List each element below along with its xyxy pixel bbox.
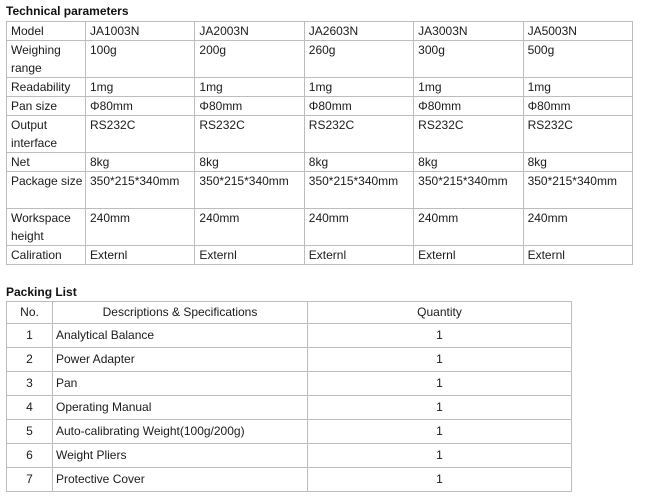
header-no: No.	[7, 302, 53, 324]
tech-row	[7, 22, 633, 41]
packing-no: 1	[7, 324, 53, 348]
packing-quantity: 1	[308, 468, 572, 492]
tech-cell: RS232C	[304, 116, 413, 153]
tech-cell: RS232C	[195, 116, 304, 153]
tech-cell: Externl	[86, 246, 195, 265]
packing-no: 3	[7, 372, 53, 396]
tech-cell: 350*215*340mm	[414, 172, 523, 209]
packing-description: Weight Pliers	[53, 444, 308, 468]
tech-row-label: Caliration	[7, 246, 86, 265]
tech-row	[7, 153, 633, 172]
packing-list-title: Packing List	[6, 285, 77, 299]
tech-cell: 350*215*340mm	[304, 172, 413, 209]
packing-description: Protective Cover	[53, 468, 308, 492]
packing-description: Pan	[53, 372, 308, 396]
tech-cell: 8kg	[304, 153, 413, 172]
packing-row	[7, 468, 572, 492]
tech-cell: 8kg	[86, 153, 195, 172]
tech-cell: 1mg	[523, 78, 632, 97]
packing-row	[7, 372, 572, 396]
tech-cell: 8kg	[523, 153, 632, 172]
tech-cell: Externl	[414, 246, 523, 265]
packing-row	[7, 420, 572, 444]
tech-cell: 8kg	[195, 153, 304, 172]
tech-row	[7, 41, 633, 78]
tech-cell: 1mg	[86, 78, 195, 97]
tech-cell: RS232C	[523, 116, 632, 153]
packing-quantity: 1	[308, 444, 572, 468]
tech-cell: 240mm	[523, 209, 632, 246]
tech-cell: 350*215*340mm	[523, 172, 632, 209]
tech-row	[7, 78, 633, 97]
packing-quantity: 1	[308, 372, 572, 396]
tech-row	[7, 209, 633, 246]
tech-cell: JA5003N	[523, 22, 632, 41]
tech-row-label: Pan size	[7, 97, 86, 116]
tech-cell: Externl	[195, 246, 304, 265]
tech-cell: 1mg	[414, 78, 523, 97]
tech-row	[7, 172, 633, 209]
tech-cell: 350*215*340mm	[195, 172, 304, 209]
packing-quantity: 1	[308, 396, 572, 420]
tech-row	[7, 97, 633, 116]
packing-list-header-row	[7, 302, 572, 324]
technical-parameters-title: Technical parameters	[6, 4, 129, 18]
tech-cell: JA2603N	[304, 22, 413, 41]
tech-row-label: Readability	[7, 78, 86, 97]
tech-row-label: Net	[7, 153, 86, 172]
header-description: Descriptions & Specifications	[53, 302, 308, 324]
packing-quantity: 1	[308, 420, 572, 444]
tech-cell: 500g	[523, 41, 632, 78]
tech-cell: JA3003N	[414, 22, 523, 41]
packing-row	[7, 396, 572, 420]
tech-cell: Φ80mm	[195, 97, 304, 116]
tech-cell: JA1003N	[86, 22, 195, 41]
tech-cell: 1mg	[195, 78, 304, 97]
tech-cell: Φ80mm	[304, 97, 413, 116]
packing-row	[7, 444, 572, 468]
tech-cell: 240mm	[304, 209, 413, 246]
tech-cell: Externl	[304, 246, 413, 265]
tech-row-label: Output interface	[7, 116, 86, 153]
technical-parameters-table	[6, 21, 633, 265]
packing-description: Auto-calibrating Weight(100g/200g)	[53, 420, 308, 444]
tech-cell: 240mm	[195, 209, 304, 246]
packing-no: 2	[7, 348, 53, 372]
tech-cell: 260g	[304, 41, 413, 78]
packing-quantity: 1	[308, 324, 572, 348]
packing-row	[7, 348, 572, 372]
tech-cell: 300g	[414, 41, 523, 78]
packing-description: Operating Manual	[53, 396, 308, 420]
tech-row-label: Weighing range	[7, 41, 86, 78]
tech-cell: 1mg	[304, 78, 413, 97]
tech-cell: Externl	[523, 246, 632, 265]
tech-cell: 240mm	[414, 209, 523, 246]
tech-cell: 200g	[195, 41, 304, 78]
tech-cell: 100g	[86, 41, 195, 78]
tech-cell: 350*215*340mm	[86, 172, 195, 209]
tech-row-label: Workspace height	[7, 209, 86, 246]
header-quantity: Quantity	[308, 302, 572, 324]
packing-quantity: 1	[308, 348, 572, 372]
tech-row	[7, 246, 633, 265]
tech-row-label: Package size	[7, 172, 86, 209]
packing-description: Analytical Balance	[53, 324, 308, 348]
packing-no: 4	[7, 396, 53, 420]
packing-no: 7	[7, 468, 53, 492]
tech-cell: Φ80mm	[86, 97, 195, 116]
packing-no: 6	[7, 444, 53, 468]
tech-cell: RS232C	[86, 116, 195, 153]
packing-no: 5	[7, 420, 53, 444]
tech-cell: JA2003N	[195, 22, 304, 41]
tech-cell: RS232C	[414, 116, 523, 153]
packing-row	[7, 324, 572, 348]
tech-cell: Φ80mm	[523, 97, 632, 116]
tech-cell: 240mm	[86, 209, 195, 246]
tech-cell: Φ80mm	[414, 97, 523, 116]
tech-row-label: Model	[7, 22, 86, 41]
tech-row	[7, 116, 633, 153]
packing-description: Power Adapter	[53, 348, 308, 372]
packing-list-table	[6, 301, 572, 492]
tech-cell: 8kg	[414, 153, 523, 172]
